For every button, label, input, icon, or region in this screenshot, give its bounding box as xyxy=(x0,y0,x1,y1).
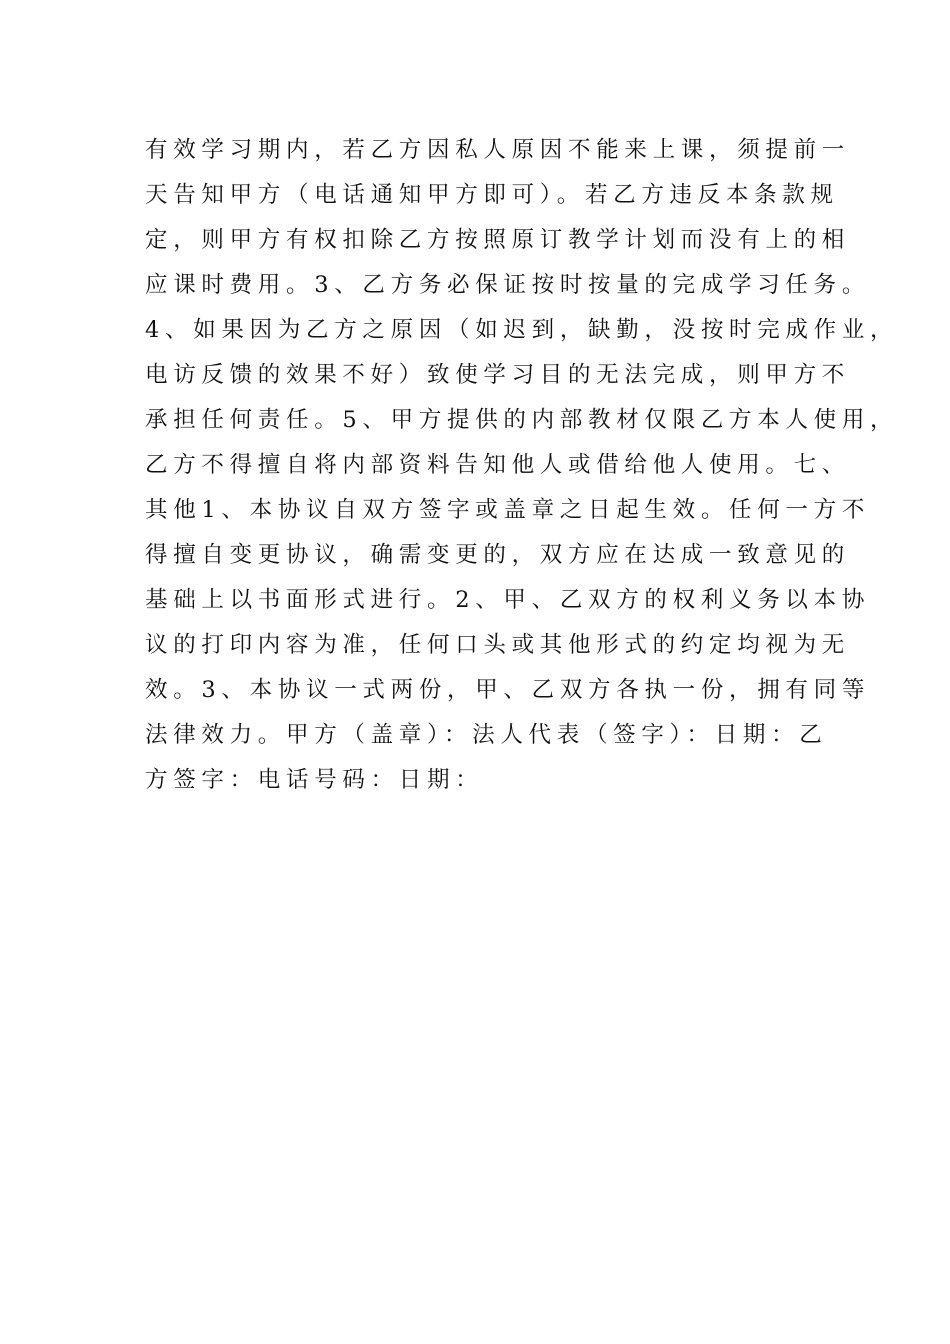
text-line: 承担任何责任。5、甲方提供的内部教材仅限乙方本人使用， xyxy=(145,407,899,433)
text-line: 议的打印内容为准，任何口头或其他形式的约定均视为无 xyxy=(145,632,851,658)
text-line: 定，则甲方有权扣除乙方按照原订教学计划而没有上的相 xyxy=(145,227,851,253)
text-line: 天告知甲方（电话通知甲方即可）。若乙方违反本条款规 xyxy=(145,182,839,208)
text-line: 得擅自变更协议，确需变更的，双方应在达成一致意见的 xyxy=(145,542,851,568)
text-line: 乙方不得擅自将内部资料告知他人或借给他人使用。七、 xyxy=(145,452,851,478)
text-line: 效。3、本协议一式两份，甲、乙双方各执一份，拥有同等 xyxy=(145,677,871,703)
text-line: 其他1、本协议自双方签字或盖章之日起生效。任何一方不 xyxy=(145,497,871,523)
text-line: 法律效力。甲方（盖章）：法人代表（签字）：日期：乙 xyxy=(145,722,828,748)
text-line: 电访反馈的效果不好）致使学习目的无法完成，则甲方不 xyxy=(145,362,851,388)
text-line: 应课时费用。3、乙方务必保证按时按量的完成学习任务。 xyxy=(145,272,871,298)
text-line: 基础上以书面形式进行。2、甲、乙双方的权利义务以本协 xyxy=(145,587,871,613)
agreement-text xyxy=(145,128,899,803)
text-line: 4、如果因为乙方之原因（如迟到，缺勤，没按时完成作业， xyxy=(145,317,899,343)
text-line: 有效学习期内，若乙方因私人原因不能来上课，须提前一 xyxy=(145,137,851,163)
text-line: 方签字：电话号码：日期： xyxy=(145,767,484,793)
